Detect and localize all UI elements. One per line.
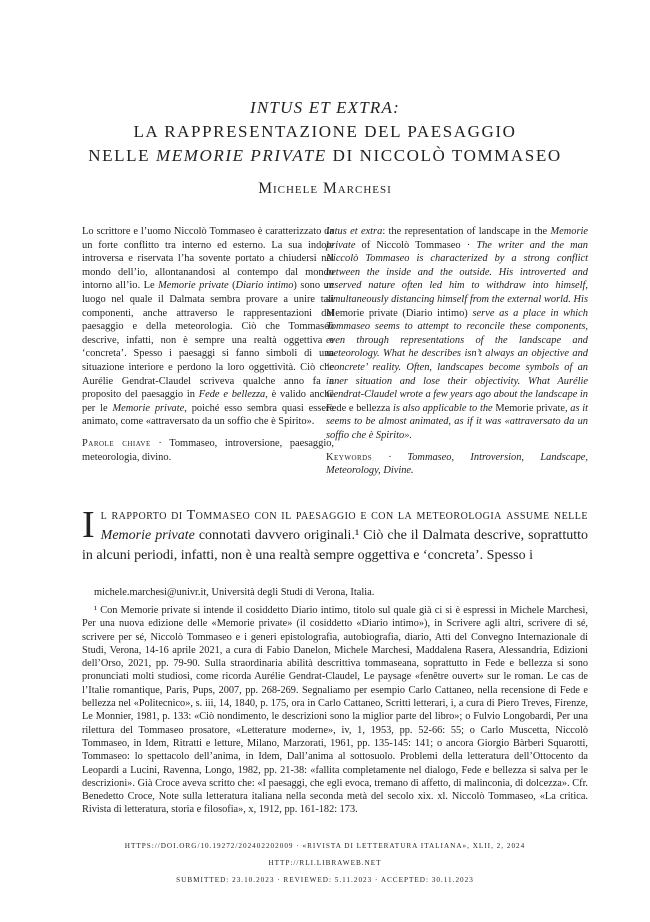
abstract-english-text: Intus et extra: the representation of landscape in the Memorie private of Niccolò Tommaseo · The writer and the man Niccolò Tommaseo is characterized by a strong conflict between the inside and the outside. His introverted and reserved nature often led him to withdraw into himself, simultaneously distancing himself from the external world. His Memorie private (Diario intimo) serve as a place in which Tommaseo seems to attempt to reconcile these components, even through representations of the landscape and meteorology. What he describes isn’t always an objective and ‘concrete’ reality. Often, landscapes become symbols of an inner situation and lose their objectivity. What Aurélie Gendrat-Claudel wrote a few years ago about the landscape in Fede e bellezza is also applicable to the Memorie private, as it seems to be almost animated, as if it was «attraversato da un soffio che è Spirito». [326, 226, 589, 441]
keywords-english: Keywords · Tommaseo, Introversion, Landscape, Meteorology, Divine. [326, 451, 588, 477]
author-name: Michele Marchesi [258, 180, 392, 197]
title-line-1: INTUS ET EXTRA: [250, 98, 400, 117]
article-title [0, 96, 650, 168]
abstract-italian [82, 225, 334, 464]
abstract-english [326, 225, 588, 478]
keywords-italian: Parole chiave · Tommaseo, introversione, paesaggio, meteorologia, divino. [82, 437, 334, 463]
author-affiliation: michele.marchesi@univr.it, Università degli Studi di Verona, Italia. [94, 587, 375, 598]
body-paragraph: Il rapporto di Tommaseo con il paesaggio e con la meteorologia assume nelle Memorie private connotati davvero originali.¹ Ciò che il Dalmata descrive, soprattutto in alcuni periodi, infatti, non è una realtà sempre oggettiva e ‘concreta’. Spesso i [82, 504, 588, 563]
footer-url: HTTP://RLI.LIBRAWEB.NET [268, 859, 382, 867]
footnote-1: ¹ Con Memorie private si intende il cosiddetto Diario intimo, titolo sul quale già ci si è espressi in Michele Marchesi, Per una nuova edizione delle «Memorie private» (il cosiddetto «Diario intimo»), in Scrivere agli altri, scrivere di sé, scrivere per sé, Niccolò Tommaseo e i generi epistolografia, autobiografia, diario, Atti del Convegno Internazionale di Studi, Verona, 14-16 aprile 2021, a cura di Fabio Danelon, Michele Marchesi, Maddalena Rasera, Alessandria, Edizioni dell’Orso, 2021, pp. 79-90. Sulla straordinaria abilità descrittiva tommaseana, soprattutto in Fede e bellezza si sono pronunciati molti studiosi, come ricorda Aurélie Gendrat-Claudel, Le paysage «fenêtre ouvert» sur le roman. Le cas de l’Italie romantique, Paris, Pups, 2007, pp. 268-269. Segnaliamo per esempio Carlo Cattaneo, nella recensione di Fede e bellezza nel «Politecnico», s. iii, 14, 1840, p. 175, ora in Carlo Cattaneo, Scritti letterari, i, a cura di Piero Treves, Firenze, Le Monnier, 1981, p. 133: «Ciò nondimento, le descrizioni sono la miglior parte del libro»; o Fulvio Longobardi, Per una rilettura del Tommaseo prosatore, «Letterature moderne», iv, 1, 1953, pp. 52-66: 55; o Carlo Muscetta, Niccolò Tommaseo, in Idem, Ritratti e letture, Milano, Marzorati, 1961, pp. 135-145: 141; o ancora Giorgio Bàrberi Squarotti, Tommaseo: lo spettacolo dell’anima, in Idem, Dall’anima al sottosuolo. Problemi della letteratura dell’Ottocento da Leopardi a Lucini, Ravenna, Longo, 1982, pp. 21-38: «fallita completamente nel dialogo, Fede e bellezza si salva per le descrizioni». Già Croce aveva scritto che: «I paesaggi, che egli evoca, tremano di affetto, di malinconia, di dolcezza». Cfr. Benedetto Croce, Note sulla letteratura italiana nella seconda metà del secolo xix. xl. Niccolò Tommaseo, «La critica. Rivista di letteratura, storia e filosofia», x, 1912, pp. 161-182: 173. [82, 605, 588, 816]
title-line-3: NELLE MEMORIE PRIVATE DI NICCOLÒ TOMMASEO [88, 146, 562, 165]
footer-dates: SUBMITTED: 23.10.2023 · REVIEWED: 5.11.2023 · ACCEPTED: 30.11.2023 [176, 876, 474, 884]
abstract-italian-text: Lo scrittore e l’uomo Niccolò Tommaseo è caratterizzato da un forte conflitto tra interno ed esterno. La sua indole introversa e riservata l’ha sovente portato a chiudersi nel mondo dell’io, allontanandosi al contempo dal mondo intorno all’io. Le Memorie private (Diario intimo) sono un luogo nel quale il Dalmata sembra provare a unire tali componenti, anche attraverso le rappresentazioni del paesaggio e della meteorologia. Ciò che Tommaseo descrive, infatti, non è sempre una realtà oggettiva e ‘concreta’. Spesso i paesaggi si fanno simboli di una situazione interiore e perdono la loro oggettività. Ciò che Aurélie Gendrat-Claudel scriveva qualche anno fa a proposito del paesaggio in Fede e bellezza, è valido anche per le Memorie private, poiché esso sembra quasi essere animato, come «attraversato da un soffio che è Spirito». [82, 226, 335, 428]
title-line-2: LA RAPPRESENTAZIONE DEL PAESAGGIO [133, 122, 517, 141]
drop-cap: I [82, 504, 95, 546]
footer-doi: HTTPS://DOI.ORG/10.19272/202402202009 · «RIVISTA DI LETTERATURA ITALIANA», XLII, 2, 2024 [124, 842, 526, 850]
